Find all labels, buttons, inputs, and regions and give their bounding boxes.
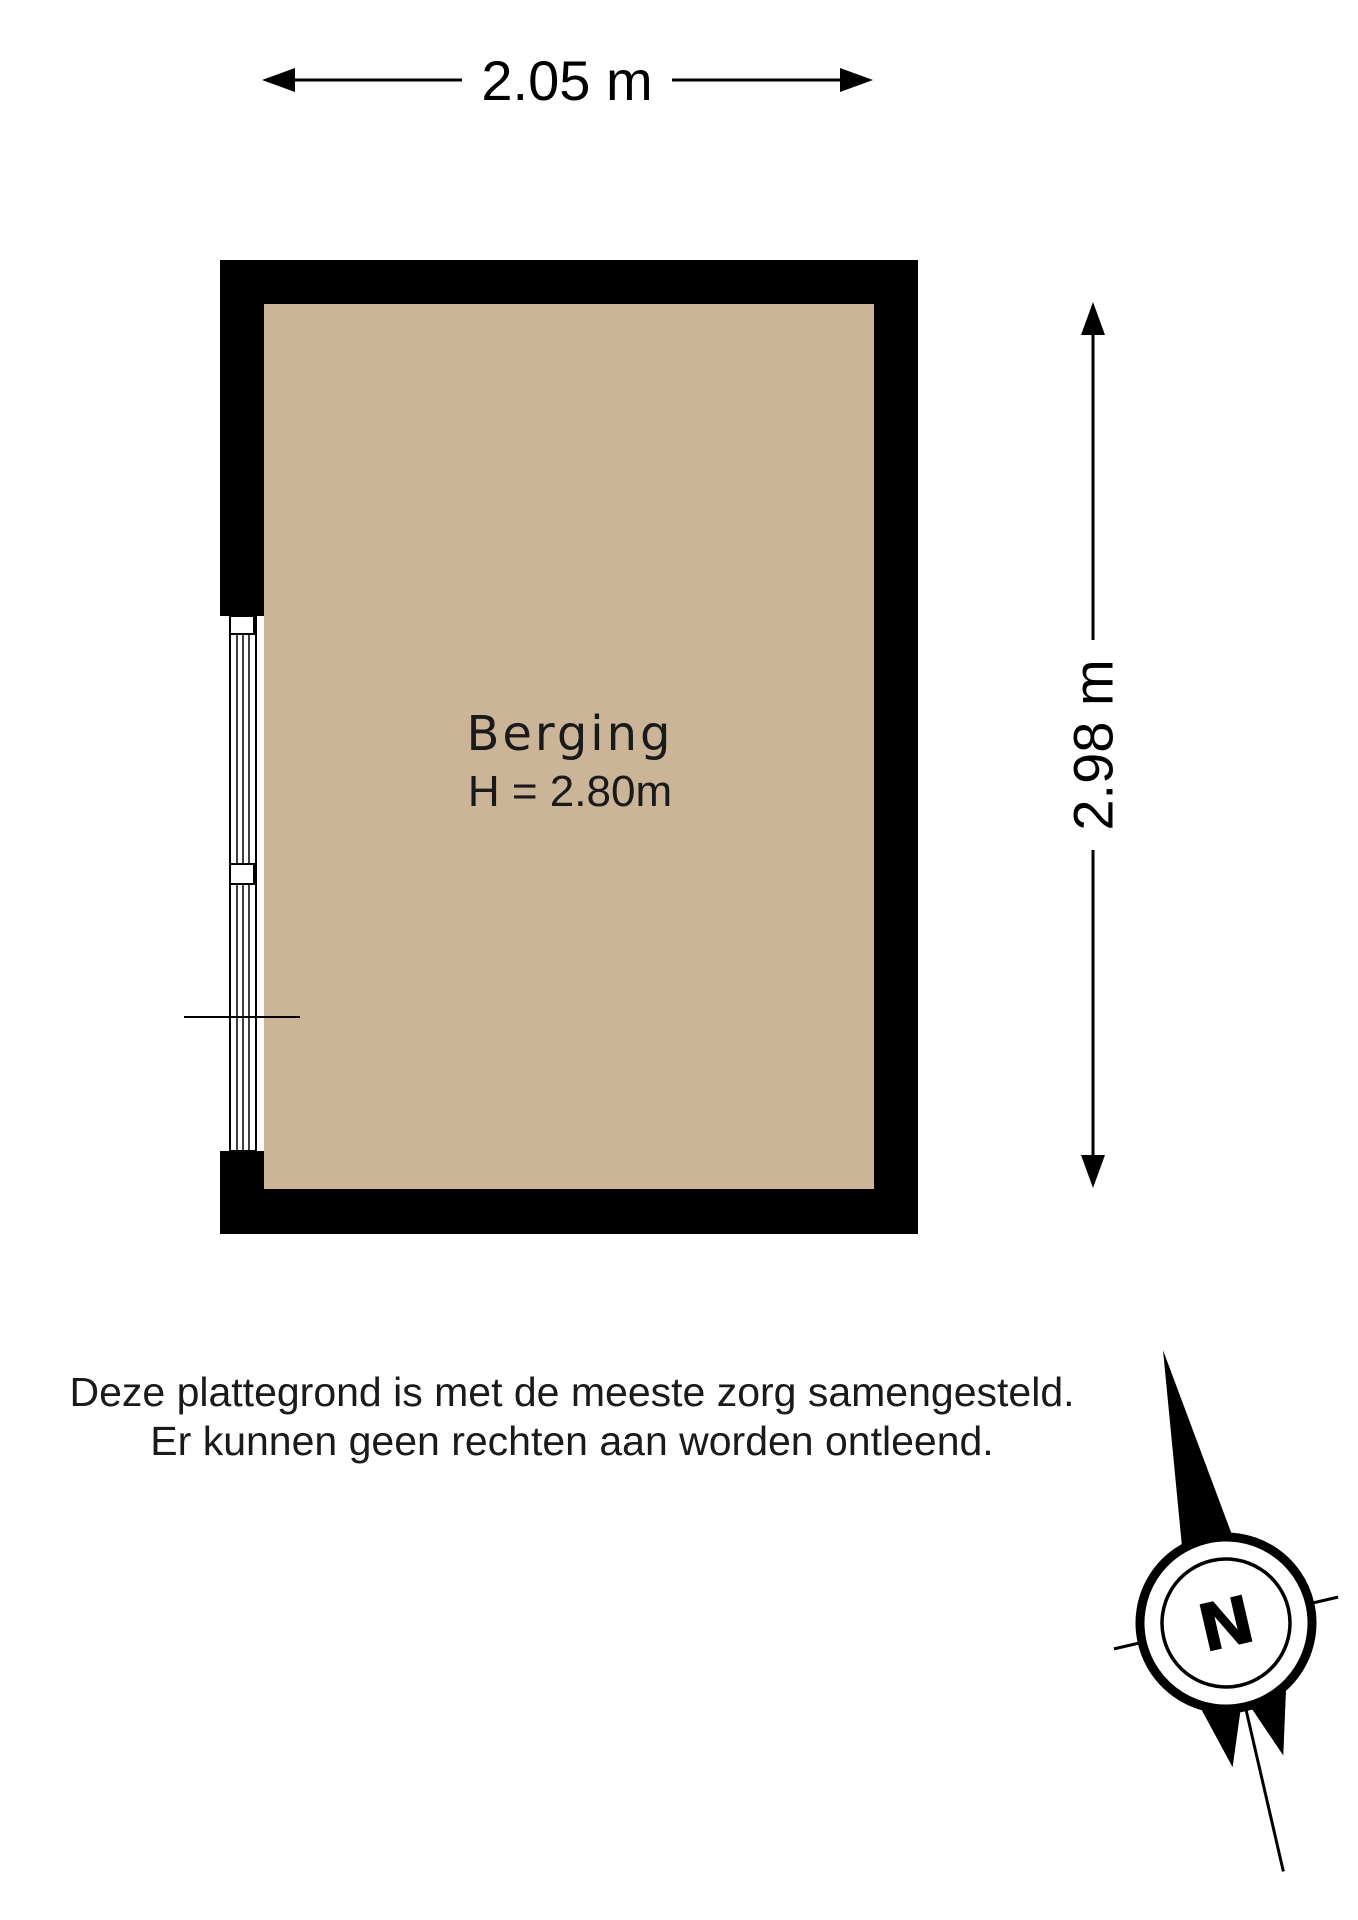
- depth-arrow-top-icon: [1081, 302, 1105, 335]
- disclaimer: [69, 1369, 1074, 1464]
- room-name: Berging: [466, 706, 674, 762]
- door-mullion-middle: [230, 864, 254, 884]
- north-arrow-icon: [1051, 1324, 1358, 1897]
- width-dimension-label: 2.05 m: [481, 49, 653, 112]
- room-height: H = 2.80m: [467, 767, 673, 816]
- door-mullion-top: [230, 616, 254, 634]
- depth-dimension: [1062, 302, 1125, 1188]
- compass-letter: N: [1190, 1580, 1262, 1669]
- disclaimer-line-1: Deze plattegrond is met de meeste zorg samengesteld.: [69, 1369, 1075, 1415]
- room-berging: [184, 260, 918, 1234]
- width-dimension: [262, 49, 873, 112]
- depth-dimension-label: 2.98 m: [1061, 659, 1125, 831]
- depth-arrow-bottom-icon: [1081, 1155, 1105, 1188]
- disclaimer-line-2: Er kunnen geen rechten aan worden ontleend.: [150, 1418, 994, 1464]
- width-arrow-left-icon: [262, 68, 295, 92]
- compass-needle-north: [1138, 1344, 1233, 1549]
- width-arrow-right-icon: [840, 68, 873, 92]
